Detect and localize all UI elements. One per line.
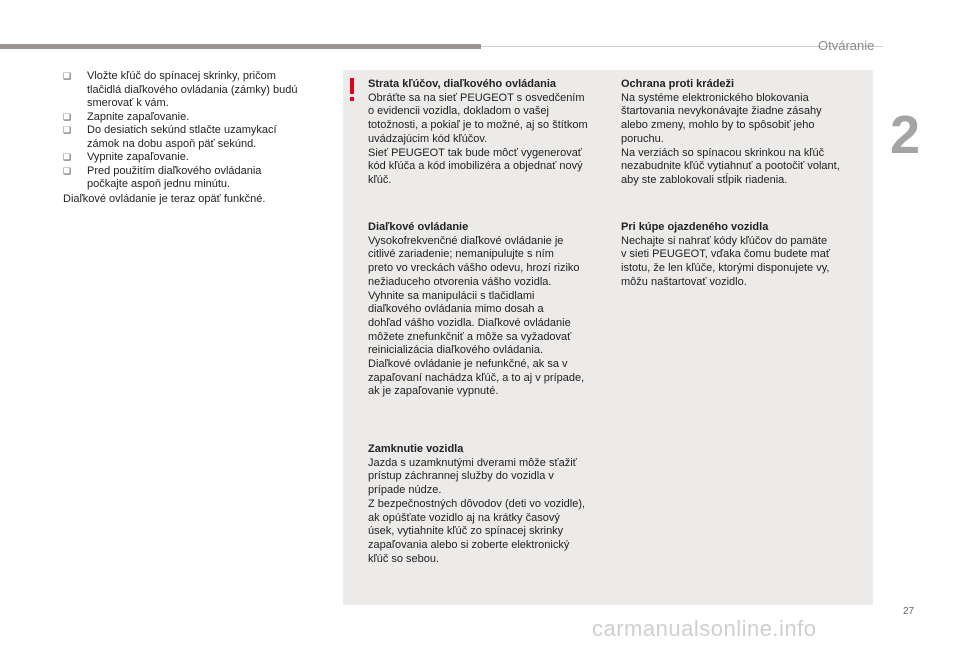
theft-protection-text: Na systéme elektronického blokovania štartovania nevykonávajte žiadne zásahy alebo zmeny, mohlo by to spôsobiť jeho poruchu. Na verziách so spínacou skrinkou na kľúč nezabudnite kľúč vytiahnuť a pootočiť volant, aby ste zablokovali stĺpik riadenia. (621, 91, 840, 186)
remote-control-title: Diaľkové ovládanie (368, 221, 469, 233)
remote-control-block (368, 221, 608, 443)
step-item (63, 111, 303, 125)
theft-protection-block (621, 78, 866, 221)
vehicle-locking-title: Zamknutie vozidla (368, 443, 464, 455)
checkbox-bullet-icon: ❑ (63, 71, 72, 81)
step-item (63, 151, 303, 165)
chapter-number: 2 (890, 105, 921, 165)
step-text: Vypnite zapaľovanie. (87, 151, 189, 163)
final-note: Diaľkové ovládanie je teraz opäť funkčné. (63, 192, 266, 205)
vehicle-locking-text: Jazda s uzamknutými dverami môže sťažiť prístup záchrannej služby do vozidla v prípade núdze. Z bezpečnostných dôvodov (deti vo vozidle), ak opúšťate vozidlo aj na krátky časový úsek, vytiahnite kľúč zo spínacej skrinky zapaľovania alebo si zoberte elektronický kľúč so sebou. (368, 456, 586, 565)
remote-control-text: Vysokofrekvenčné diaľkové ovládanie je citlivé zariadenie; nemanipulujte s ním preto vo vreckách vášho odevu, hrozí riziko nežiaduceho otvorenia vášho vozidla. Vyhnite sa manipulácii s tlačidlami diaľkového ovládania mimo dosah a dohľad vášho vozidla. Diaľkové ovládanie môžete znefunkčniť a môže sa vyžadovať reinicializácia diaľkového ovládania. Diaľkové ovládanie je nefunkčné, ak sa v zapaľovaní nachádza kľúč, a to aj v prípade, ak je zapaľovanie vypnuté. (368, 234, 585, 398)
checkbox-bullet-icon: ❑ (63, 111, 72, 122)
step-text: Pred použitím diaľkového ovládania počkajte aspoň jednu minútu. (87, 164, 262, 190)
lost-keys-block (368, 78, 608, 221)
checkbox-bullet-icon: ❑ (63, 165, 72, 176)
theft-protection-title: Ochrana proti krádeži (621, 78, 735, 90)
vehicle-locking-block (368, 443, 608, 566)
info-column-left (368, 78, 608, 566)
used-vehicle-block (621, 221, 866, 290)
left-column (63, 70, 303, 206)
step-text: Zapnite zapaľovanie. (87, 110, 190, 123)
lost-keys-text: Obráťte sa na sieť PEUGEOT s osvedčením o evidencii vozidla, dokladom o vašej totožnosti, a pokiaľ je to možné, aj so štítkom uvádzajúcim kód kľúčov. Sieť PEUGEOT tak bude môcť vygenerovať kód kľúča a kód imobilizéra a objednať nový kľúč. (368, 91, 588, 186)
watermark: carmanualsonline.info (592, 616, 817, 641)
checkbox-bullet-icon: ❑ (63, 125, 72, 135)
header-bar (0, 44, 481, 49)
step-text: Vložte kľúč do spínacej skrinky, pričom tlačidlá diaľkového ovládania (zámky) budú smerovať k vám. (87, 70, 298, 109)
page-number: 27 (903, 606, 915, 617)
step-text: Do desiatich sekúnd stlačte uzamykací zámok na dobu aspoň päť sekúnd. (87, 124, 277, 150)
step-item (63, 165, 303, 192)
section-title: Otváranie (818, 38, 875, 53)
used-vehicle-text: Nechajte si nahrať kódy kľúčov do pamäte v sieti PEUGEOT, vďaka čomu budete mať istotu, že len kľúče, ktorými disponujete vy, môžu naštartovať vozidlo. (621, 234, 830, 288)
step-item (63, 70, 303, 111)
info-column-right (621, 78, 866, 290)
used-vehicle-title: Pri kúpe ojazdeného vozidla (621, 221, 769, 233)
lost-keys-title: Strata kľúčov, diaľkového ovládania (368, 78, 556, 90)
step-item (63, 124, 303, 151)
exclamation-warning-icon (347, 78, 357, 102)
checkbox-bullet-icon: ❑ (63, 152, 72, 162)
